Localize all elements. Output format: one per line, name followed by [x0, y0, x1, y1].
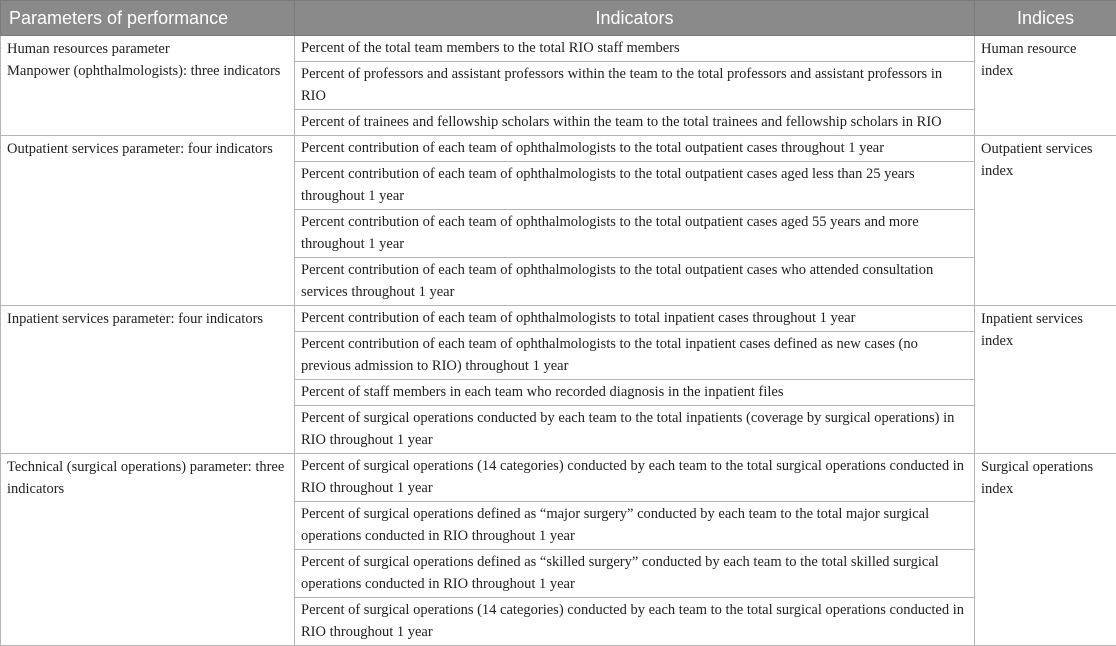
parameter-cell: Technical (surgical operations) parameter: three indicators: [1, 454, 295, 646]
indicator-cell: Percent of surgical operations defined as “skilled surgery” conducted by each team to the total skilled surgical operations conducted in RIO throughout 1 year: [295, 550, 975, 598]
indicator-cell: Percent contribution of each team of ophthalmologists to the total outpatient cases throughout 1 year: [295, 136, 975, 162]
table-row: [1, 454, 1116, 502]
indicator-cell: Percent contribution of each team of ophthalmologists to the total outpatient cases who attended consultation services throughout 1 year: [295, 258, 975, 306]
table-row: [1, 136, 1116, 162]
indicator-cell: Percent of surgical operations (14 categories) conducted by each team to the total surgical operations conducted in RIO throughout 1 year: [295, 454, 975, 502]
parameter-cell: [1, 36, 295, 136]
header-indicators: Indicators: [295, 1, 975, 36]
index-cell: Surgical operations index: [975, 454, 1116, 646]
parameter-line: Manpower (ophthalmologists): three indicators: [7, 60, 288, 82]
table-row: [1, 306, 1116, 332]
indicator-cell: Percent of surgical operations conducted by each team to the total inpatients (coverage by surgical operations) in RIO throughout 1 year: [295, 406, 975, 454]
header-indices: Indices: [975, 1, 1116, 36]
table-row: [1, 36, 1116, 62]
indicator-cell: Percent of the total team members to the total RIO staff members: [295, 36, 975, 62]
indicator-cell: Percent contribution of each team of ophthalmologists to the total outpatient cases aged 55 years and more throughout 1 year: [295, 210, 975, 258]
indicator-cell: Percent of professors and assistant professors within the team to the total professors and assistant professors in RIO: [295, 62, 975, 110]
index-cell: Human resource index: [975, 36, 1116, 136]
indicator-cell: Percent of trainees and fellowship scholars within the team to the total trainees and fellowship scholars in RIO: [295, 110, 975, 136]
header-row: [1, 1, 1116, 36]
index-cell: Inpatient services index: [975, 306, 1116, 454]
indicator-cell: Percent contribution of each team of ophthalmologists to the total inpatient cases defined as new cases (no previous admission to RIO) throughout 1 year: [295, 332, 975, 380]
indicator-cell: Percent of staff members in each team who recorded diagnosis in the inpatient files: [295, 380, 975, 406]
indicator-cell: Percent of surgical operations defined as “major surgery” conducted by each team to the total major surgical operations conducted in RIO throughout 1 year: [295, 502, 975, 550]
parameter-line: Human resources parameter: [7, 38, 288, 60]
indicator-cell: Percent contribution of each team of ophthalmologists to the total outpatient cases aged less than 25 years throughout 1 year: [295, 162, 975, 210]
indicator-cell: Percent of surgical operations (14 categories) conducted by each team to the total surgical operations conducted in RIO throughout 1 year: [295, 598, 975, 646]
index-cell: Outpatient services index: [975, 136, 1116, 306]
parameter-cell: Inpatient services parameter: four indicators: [1, 306, 295, 454]
parameter-cell: Outpatient services parameter: four indicators: [1, 136, 295, 306]
indicator-cell: Percent contribution of each team of ophthalmologists to total inpatient cases throughout 1 year: [295, 306, 975, 332]
header-parameters: Parameters of performance: [1, 1, 295, 36]
